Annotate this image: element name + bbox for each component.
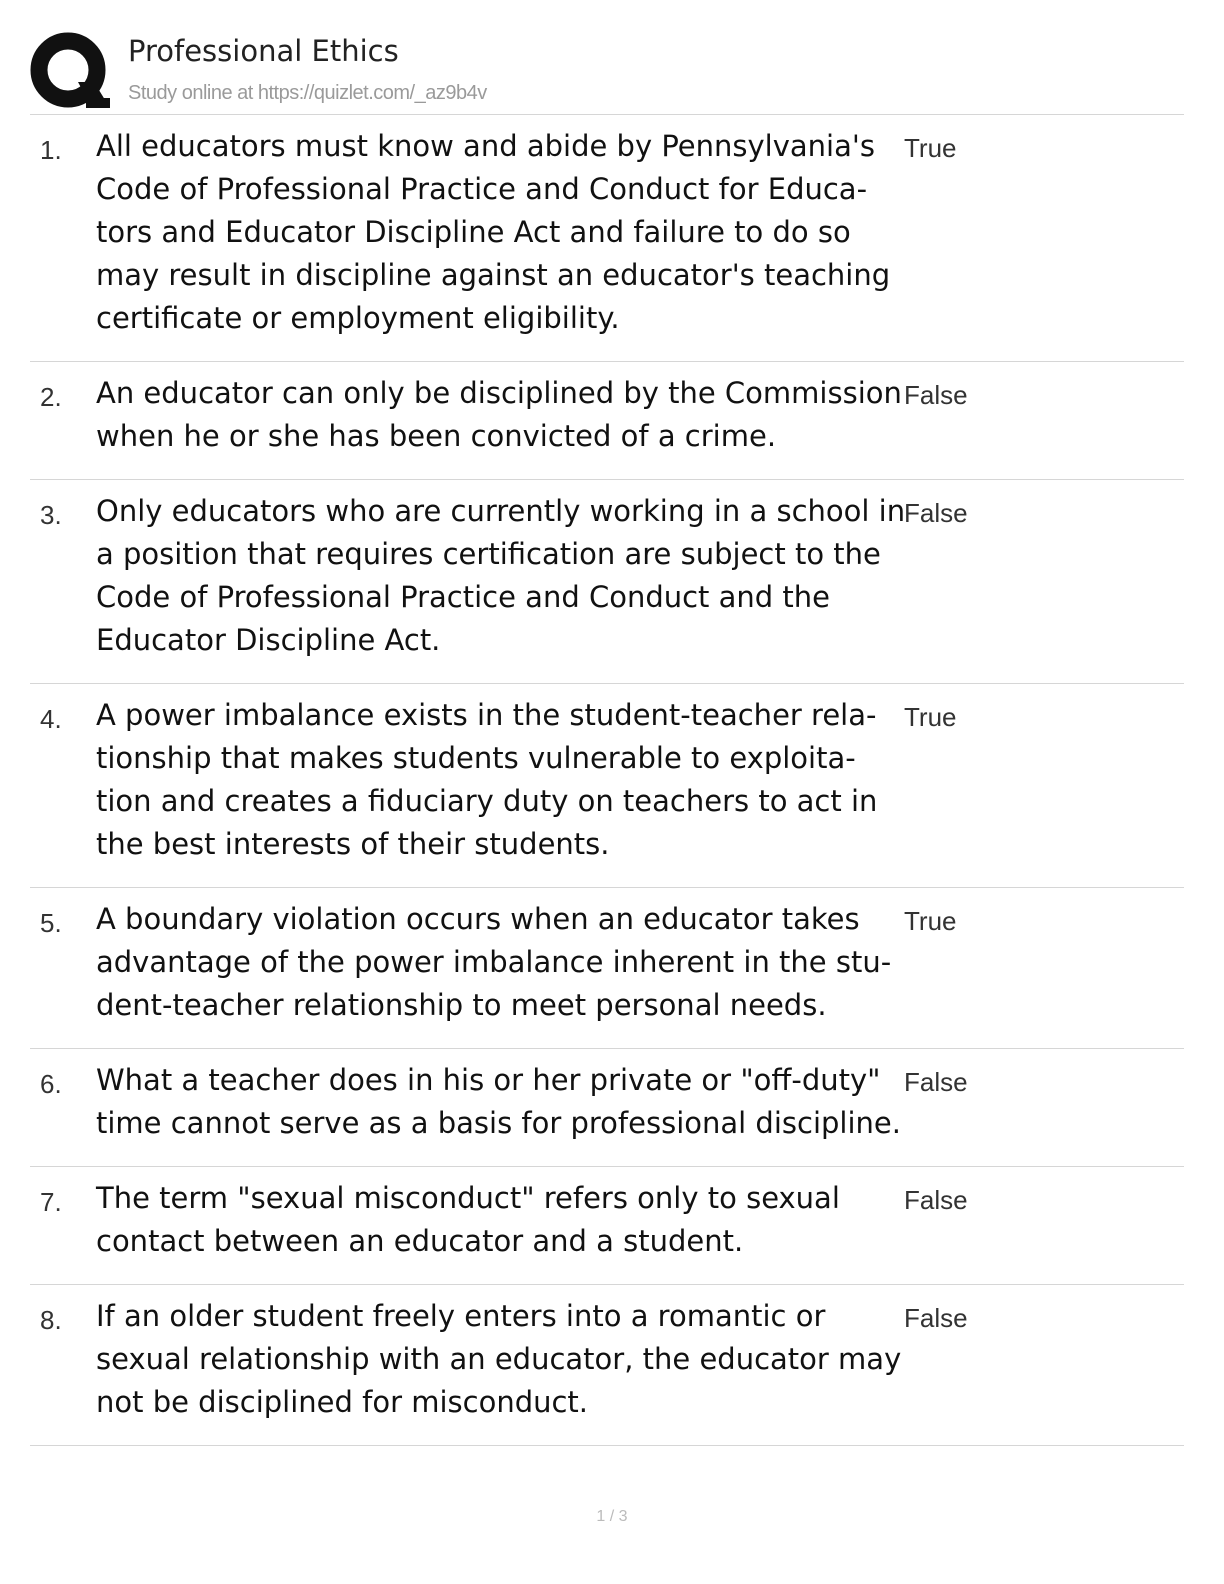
card-definition: True (904, 133, 957, 163)
card-number: 7. (40, 1187, 62, 1217)
list-item (30, 362, 1184, 480)
list-item (30, 115, 1184, 362)
card-term: The term "sexual misconduct" refers only to sexual contact between an educator and a student. (96, 1181, 840, 1258)
card-definition: False (904, 380, 968, 410)
card-term: A boundary violation occurs when an educator takes advantage of the power imbalance inherent in the stu-dent-teacher relationship to meet personal needs. (96, 902, 892, 1022)
card-list (30, 115, 1184, 1446)
list-item (30, 480, 1184, 684)
card-definition: False (904, 1303, 968, 1333)
card-term: An educator can only be disciplined by the Commission when he or she has been convicted of a crime. (96, 376, 902, 453)
quizlet-logo-icon (30, 32, 110, 110)
card-number: 4. (40, 704, 62, 734)
list-item (30, 684, 1184, 888)
card-number: 3. (40, 500, 62, 530)
card-definition: True (904, 702, 957, 732)
card-term: If an older student freely enters into a romantic or sexual relationship with an educator, the educator may not be disciplined for misconduct. (96, 1299, 902, 1419)
card-definition: False (904, 1185, 968, 1215)
card-definition: True (904, 906, 957, 936)
card-number: 6. (40, 1069, 62, 1099)
card-term: Only educators who are currently working in a school in a position that requires certification are subject to the Code of Professional Practice and Conduct and the Educator Discipline Act. (96, 494, 906, 657)
card-number: 2. (40, 382, 62, 412)
list-item (30, 888, 1184, 1049)
card-definition: False (904, 498, 968, 528)
study-online-link[interactable]: Study online at https://quizlet.com/_az9b4v (128, 82, 487, 104)
card-term: What a teacher does in his or her private or "off-duty" time cannot serve as a basis for professional discipline. (96, 1063, 901, 1140)
page-title: Professional Ethics (128, 34, 399, 68)
card-term: All educators must know and abide by Pennsylvania's Code of Professional Practice and Conduct for Educa-tors and Educator Discipline Act and failure to do so may result in discipline against an educator's teaching certificate or employment eligibility. (96, 129, 891, 335)
page-number: 1 / 3 (596, 1508, 628, 1525)
document-header (30, 28, 1184, 115)
card-term: A power imbalance exists in the student-teacher rela-tionship that makes students vulnerable to exploita-tion and creates a fiduciary duty on teachers to act in the best interests of their students. (96, 698, 878, 861)
card-number: 1. (40, 135, 62, 165)
card-definition: False (904, 1067, 968, 1097)
card-number: 5. (40, 908, 62, 938)
list-item (30, 1049, 1184, 1167)
card-number: 8. (40, 1305, 62, 1335)
list-item (30, 1285, 1184, 1446)
list-item (30, 1167, 1184, 1285)
